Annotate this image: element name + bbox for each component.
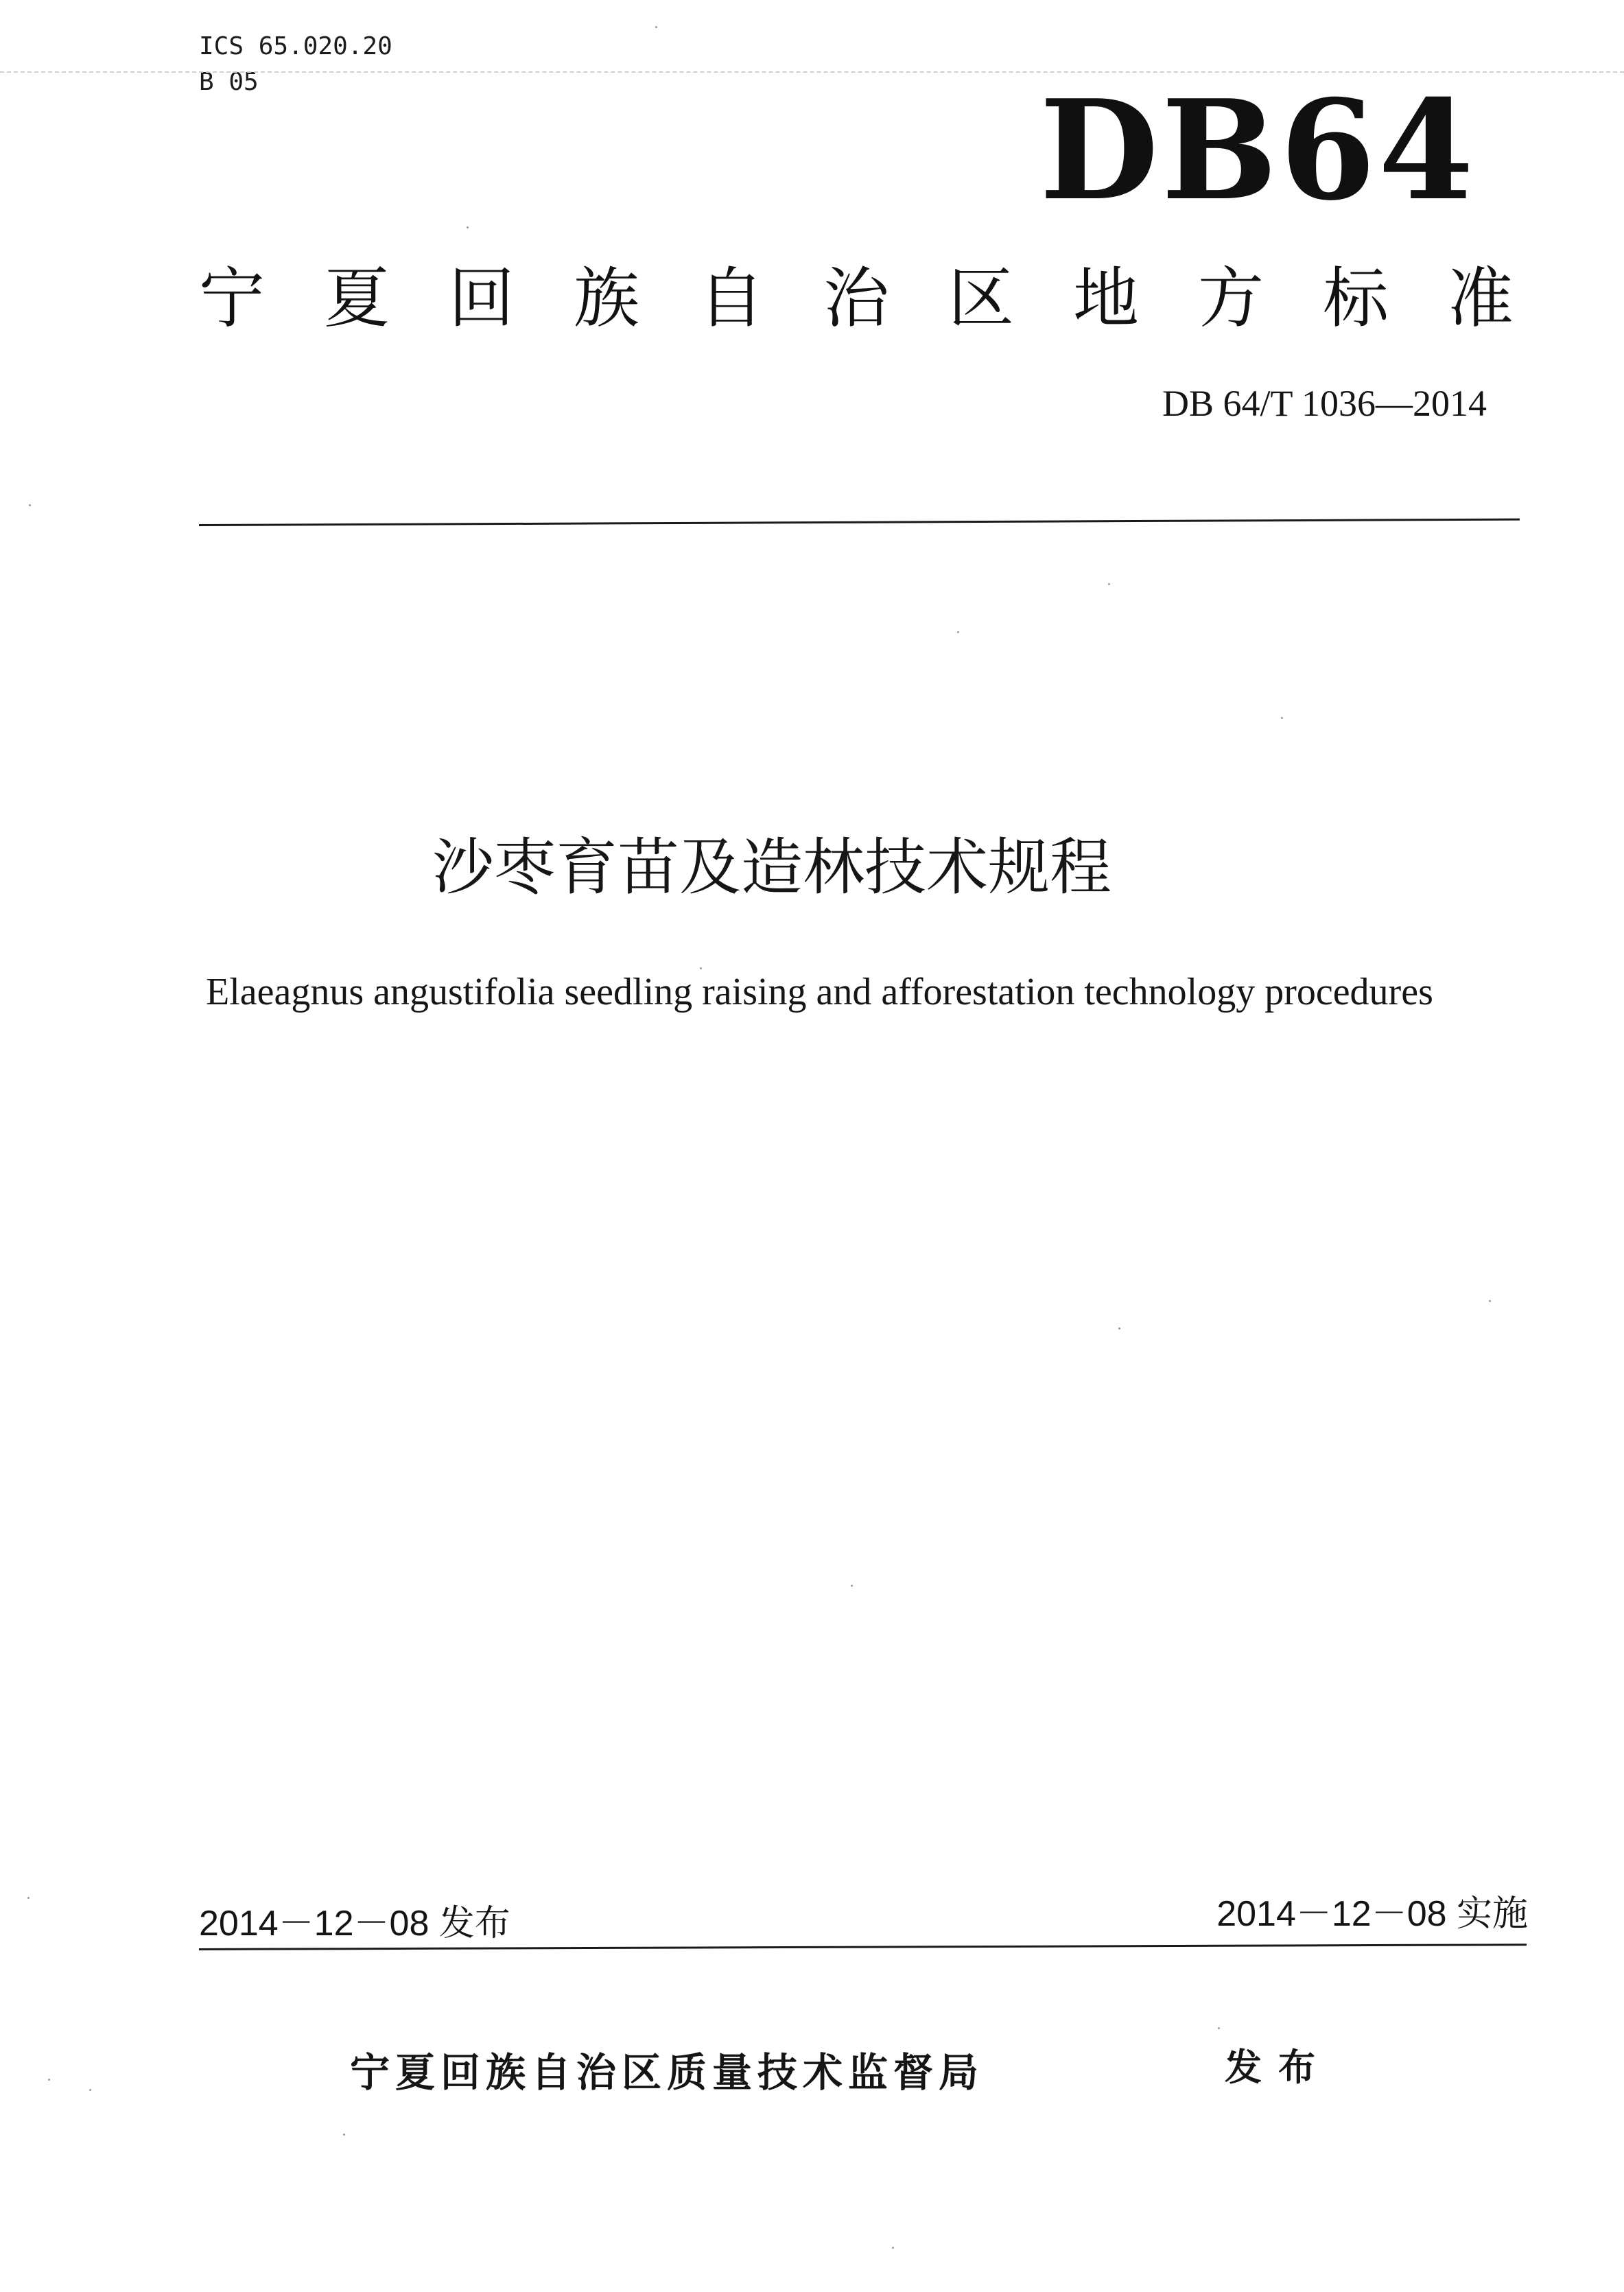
effective-date: 2014－12－08 实施 <box>1216 1894 1528 1934</box>
standard-type-heading: 宁夏回族自治区地方标准 <box>199 260 1573 337</box>
scan-speck <box>851 1585 853 1587</box>
ccs-code: B 05 <box>199 68 259 96</box>
scan-speck <box>29 504 31 506</box>
document-title-zh: 沙枣育苗及造林技术规程 <box>432 831 1111 903</box>
scan-speck <box>27 1897 30 1899</box>
top-divider <box>199 519 1520 526</box>
standard-logo: DB64 <box>1039 70 1476 231</box>
classification-codes <box>199 29 392 100</box>
standard-number: DB 64/T 1036—2014 <box>1162 383 1487 424</box>
scan-speck <box>1118 1327 1120 1330</box>
issue-date: 2014－12－08 发布 <box>199 1904 510 1944</box>
scan-speck <box>700 967 702 969</box>
scan-speck <box>343 2134 345 2136</box>
scan-speck <box>89 2089 91 2091</box>
ics-code: ICS 65.020.20 <box>199 32 392 60</box>
issue-label: 发布 <box>1225 2046 1332 2089</box>
scan-speck <box>957 631 959 633</box>
scan-speck <box>1218 2027 1220 2029</box>
document-title-en: Elaeagnus angustifolia seedling raising and afforestation technology procedures <box>206 971 1433 1013</box>
scan-speck <box>48 2079 50 2081</box>
issuing-authority: 宁夏回族自治区质量技术监督局 <box>350 2049 985 2096</box>
scan-speck <box>655 26 657 28</box>
scan-speck <box>1108 583 1110 585</box>
scan-speck <box>892 2247 894 2249</box>
scan-speck <box>467 226 469 228</box>
scan-speck <box>1281 717 1283 719</box>
scan-speck <box>1489 1300 1491 1302</box>
